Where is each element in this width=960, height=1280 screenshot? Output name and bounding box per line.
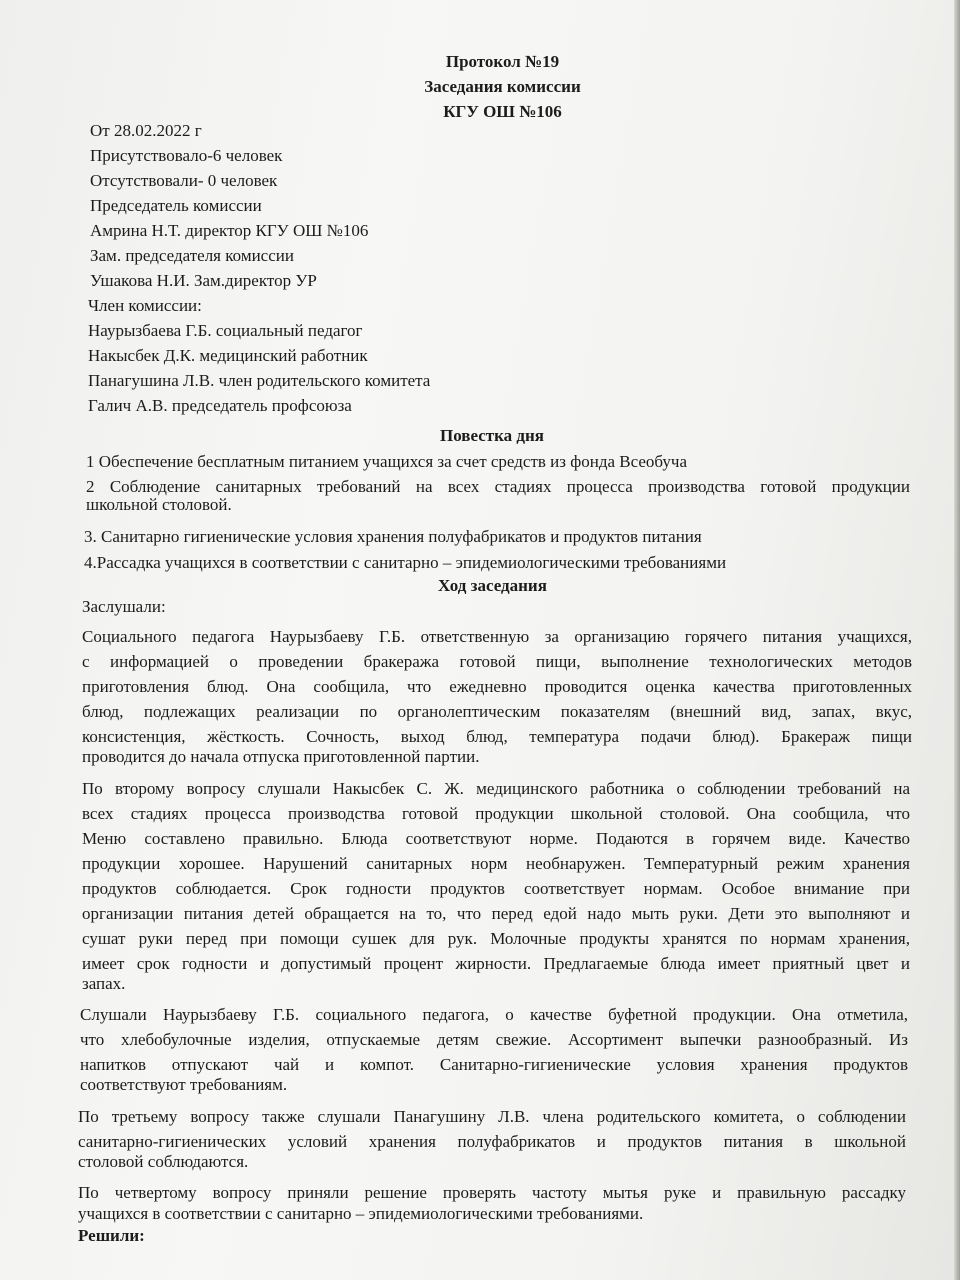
school-title: КГУ ОШ №106 [443,102,562,121]
chair-name: Амрина Н.Т. директор КГУ ОШ №106 [90,221,369,240]
date-line: От 28.02.2022 г [90,121,202,140]
paragraph-line: Меню составлено правильно. Блюда соответствуют норме. Подаются в горячем виде. Качество [82,829,910,848]
meeting-title: Заседания комиссии [424,77,581,96]
agenda-item-3: 3. Санитарно гигиенические условия хранения полуфабрикатов и продуктов питания [84,527,702,546]
paragraph-line: имеет срок годности и допустимый процент жирности. Предлагаемые блюда имеет приятный цвет и [82,954,910,973]
member-line: Накысбек Д.К. медицинский работник [88,346,368,365]
member-line: Панагушина Л.В. член родительского комитета [88,371,431,390]
paragraph-line: По четвертому вопросу приняли решение проверять частоту мытья руке и правильную рассадку [78,1183,906,1202]
paragraph-line: приготовления блюд. Она сообщила, что ежедневно проводится оценка качества приготовленных [82,677,912,696]
paragraph-line: напитков отпускают чай и компот. Санитарно-гигиенические условия хранения продуктов [80,1055,908,1074]
paragraph-line: организации питания детей обращается на то, что перед едой надо мыть руки. Дети это выполняют и [82,904,910,923]
agenda-item-2: 2 Соблюдение санитарных требований на всех стадиях процесса производства готовой продукции [86,477,910,496]
members-label: Член комиссии: [88,296,202,315]
deputy-name: Ушакова Н.И. Зам.директор УР [90,271,317,290]
paragraph-line: соответствуют требованиям. [80,1075,288,1094]
agenda-item-4: 4.Рассадка учащихся в соответствии с санитарно – эпидемиологическими требованиями [84,553,727,572]
member-line: Галич А.В. председатель профсоюза [88,396,352,415]
paragraph-line: что хлебобулочные изделия, отпускаемые детям свежие. Ассортимент выпечки разнообразный. Из [80,1030,908,1049]
paragraph-line: По третьему вопросу также слушали Панагушину Л.В. члена родительского комитета, о соблюдении [78,1107,906,1126]
paragraph-line: столовой соблюдаются. [78,1152,249,1171]
paragraph-line: санитарно-гигиенических условий хранения полуфабрикатов и продуктов питания в школьной [78,1132,906,1151]
paragraph-line: Социального педагога Наурызбаеву Г.Б. ответственную за организацию горячего питания учащихся, [82,627,912,646]
paragraph-line: всех стадиях процесса производства готовой продукции школьной столовой. Она сообщила, что [82,804,910,823]
paragraph-line: сушат руки перед при помощи сушек для рук. Молочные продукты хранятся по нормам хранения, [82,929,910,948]
paragraph-line: продуктов соблюдается. Срок годности продуктов соответствует нормам. Особое внимание при [82,879,910,898]
paragraph-line: По второму вопросу слушали Накысбек С. Ж. медицинского работника о соблюдении требований на [82,779,910,798]
paragraph-line: запах. [82,974,126,993]
agenda-item-2-cont: школьной столовой. [86,495,232,514]
protocol-title: Протокол №19 [445,52,560,71]
paragraph-line: продукции хорошее. Нарушений санитарных норм необнаружен. Температурный режим хранения [82,854,910,873]
decided-heading: Решили: [78,1226,145,1245]
absent-line: Отсутствовали- 0 человек [90,171,278,190]
proceedings-heading: Ход заседания [438,576,547,595]
present-line: Присутствовало-6 человек [90,146,283,165]
agenda-item-1: 1 Обеспечение бесплатным питанием учащихся за счет средств из фонда Всеобуча [86,452,688,471]
agenda-heading: Повестка дня [440,426,545,445]
paragraph-line: консистенция, жёсткость. Сочность, выход блюд, температура подачи блюд). Бракераж пищи [82,727,912,746]
chair-label: Председатель комиссии [90,196,262,215]
paragraph-line: блюд, подлежащих реализации по органолептическим показателям (внешний вид, запах, вкус, [82,702,912,721]
deputy-label: Зам. председателя комиссии [90,246,294,265]
paper-edge [954,0,960,1280]
member-line: Наурызбаева Г.Б. социальный педагог [88,321,363,340]
heard-label: Заслушали: [82,597,166,616]
paragraph-line: проводится до начала отпуска приготовленной партии. [82,747,480,766]
paragraph-line: Слушали Наурызбаеву Г.Б. социального педагога, о качестве буфетной продукции. Она отметила, [80,1005,908,1024]
paragraph-line: с информацией о проведении бракеража готовой пищи, выполнение технологических методов [82,652,912,671]
paragraph-line: учащихся в соответствии с санитарно – эпидемиологическими требованиями. [78,1204,644,1223]
